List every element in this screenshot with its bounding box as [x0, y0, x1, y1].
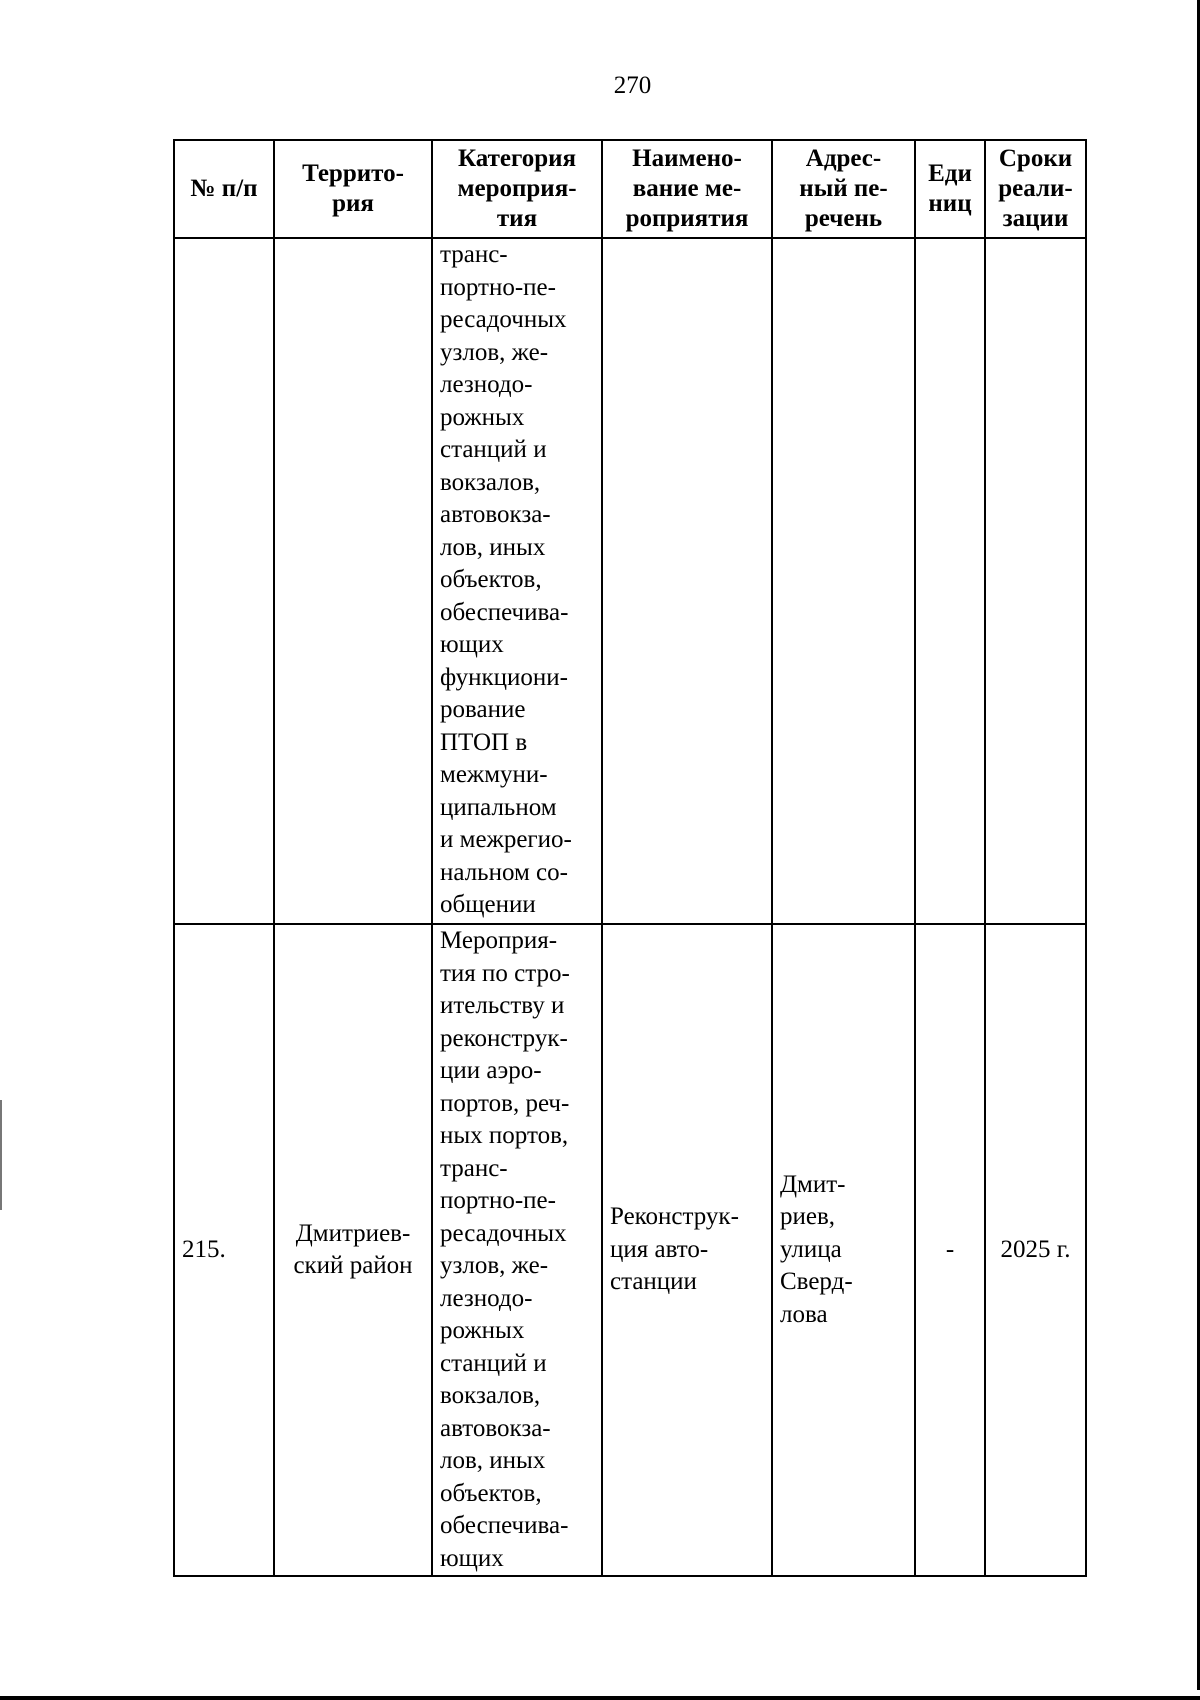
cell-deadline — [985, 238, 1086, 924]
measures-table — [173, 139, 1087, 1577]
header-units: Еди ниц — [915, 140, 985, 238]
cell-territory — [274, 238, 432, 924]
table-row — [174, 924, 1086, 1576]
cell-category: транс- портно-пе- ресадочных узлов, же- лезнодо- рожных станций и вокзалов, автовокза- лов, иных объектов, обеспечива- ющих функциони- рование ПТОП в межмуни- ципальном и межрегио- нальном со- общении — [432, 238, 602, 924]
scan-edge-left-mark — [0, 1100, 2, 1210]
cell-number — [174, 238, 274, 924]
cell-address — [772, 238, 915, 924]
cell-name — [602, 238, 772, 924]
header-category: Категория мероприя- тия — [432, 140, 602, 238]
header-number: № п/п — [174, 140, 274, 238]
cell-name: Реконструк- ция авто- станции — [602, 924, 772, 1576]
cell-deadline: 2025 г. — [985, 924, 1086, 1576]
cell-number: 215. — [174, 924, 274, 1576]
cell-category: Мероприя- тия по стро- ительству и реконструк- ции аэро- портов, реч- ных портов, транс- портно-пе- ресадочных узлов, же- лезнодо- рожных станций и вокзалов, автовокза- лов, иных объектов, обеспечива- ющих — [432, 924, 602, 1576]
header-deadline: Сроки реали- зации — [985, 140, 1086, 238]
header-row — [174, 140, 1086, 238]
cell-address: Дмит- риев, улица Сверд- лова — [772, 924, 915, 1576]
header-territory: Террито- рия — [274, 140, 432, 238]
table-row-continuation — [174, 238, 1086, 924]
cell-units — [915, 238, 985, 924]
cell-territory: Дмитриев- ский район — [274, 924, 432, 1576]
scan-edge-bottom — [0, 1696, 1200, 1700]
cell-units: - — [915, 924, 985, 1576]
header-address: Адрес- ный пе- речень — [772, 140, 915, 238]
document-table-wrapper — [173, 139, 1087, 1577]
header-name: Наимено- вание ме- роприятия — [602, 140, 772, 238]
page-number: 270 — [613, 72, 652, 99]
